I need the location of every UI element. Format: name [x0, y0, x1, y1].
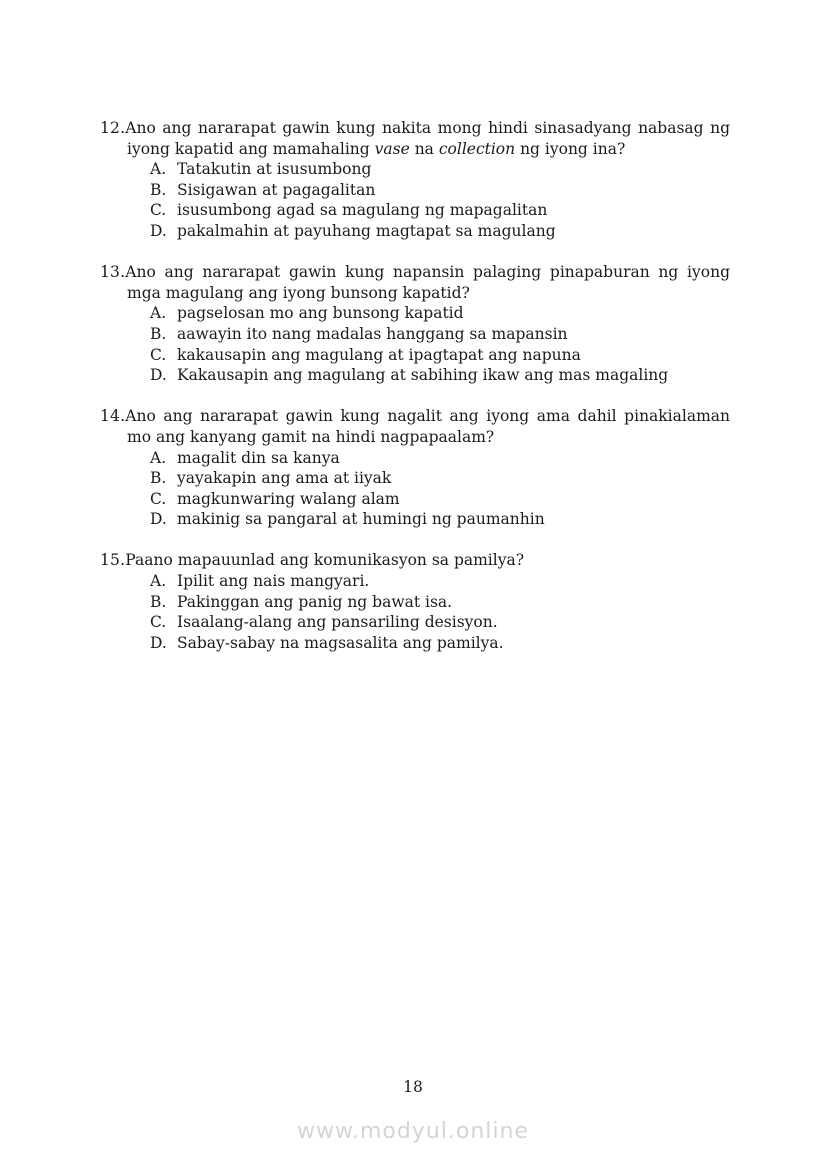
option-letter: B.: [150, 469, 167, 488]
option-item: [150, 303, 730, 324]
option-letter: A.: [150, 304, 167, 323]
question-row: [100, 118, 730, 159]
question-text-segment: Paano mapauunlad ang komunikasyon sa pamilya?: [125, 551, 525, 570]
question-row: [100, 406, 730, 447]
option-text: kakausapin ang magulang at ipagtapat ang napuna: [177, 345, 581, 364]
option-text: Ipilit ang nais mangyari.: [177, 572, 370, 591]
option-letter: A.: [150, 448, 167, 467]
option-item: [150, 180, 730, 201]
option-text: pakalmahin at payuhang magtapat sa magulang: [177, 221, 556, 240]
option-item: [150, 448, 730, 469]
option-text: Isaalang-alang ang pansariling desisyon.: [177, 613, 498, 632]
option-letter: C.: [150, 613, 167, 632]
question-text: [125, 119, 730, 158]
question-text-segment: ng iyong ina?: [515, 139, 626, 158]
question-item: [100, 262, 730, 386]
question-number: 14.: [100, 407, 126, 426]
option-letter: C.: [150, 345, 167, 364]
option-item: [150, 324, 730, 345]
option-letter: C.: [150, 489, 167, 508]
option-item: [150, 200, 730, 221]
option-item: [150, 633, 730, 654]
option-text: isusumbong agad sa magulang ng mapagalitan: [177, 201, 548, 220]
option-letter: B.: [150, 592, 167, 611]
option-letter: C.: [150, 201, 167, 220]
question-number: 12.: [100, 119, 126, 137]
option-letter: A.: [150, 160, 167, 179]
option-list: [100, 571, 730, 653]
option-text: magkunwaring walang alam: [177, 489, 400, 508]
question-text-segment: na: [409, 139, 439, 158]
option-item: [150, 571, 730, 592]
option-list: [100, 303, 730, 385]
option-text: Pakinggan ang panig ng bawat isa.: [177, 592, 453, 611]
option-item: [150, 612, 730, 633]
option-text: Sisigawan at pagagalitan: [177, 180, 376, 199]
question-text-segment: Ano ang nararapat gawin kung nagalit ang iyong ama dahil pinakialaman mo ang kanyang gamit na hindi nagpapaalam?: [125, 407, 730, 446]
option-item: [150, 509, 730, 530]
question-item: [100, 118, 730, 242]
option-letter: D.: [150, 510, 167, 529]
option-item: [150, 489, 730, 510]
question-text: [125, 551, 524, 569]
option-text: pagselosan mo ang bunsong kapatid: [177, 304, 464, 323]
option-text: Tatakutin at isusumbong: [177, 160, 372, 179]
question-item: [100, 406, 730, 530]
question-number: 13.: [100, 263, 126, 282]
option-letter: B.: [150, 324, 167, 343]
question-row: [100, 262, 730, 303]
question-item: [100, 550, 730, 653]
option-text: makinig sa pangaral at humingi ng paumanhin: [177, 510, 545, 529]
option-item: [150, 221, 730, 242]
question-list: [100, 118, 730, 674]
option-text: Sabay-sabay na magsasalita ang pamilya.: [177, 633, 504, 652]
option-item: [150, 345, 730, 366]
question-row: [100, 550, 730, 571]
option-text: Kakausapin ang magulang at sabihing ikaw ang mas magaling: [177, 366, 669, 385]
question-text-italic-segment: vase: [374, 139, 410, 158]
option-item: [150, 592, 730, 613]
question-text-italic-segment: collection: [438, 139, 516, 158]
option-item: [150, 365, 730, 386]
option-letter: D.: [150, 366, 167, 385]
option-letter: B.: [150, 180, 167, 199]
option-text: yayakapin ang ama at iiyak: [177, 469, 392, 488]
option-text: aawayin ito nang madalas hanggang sa mapansin: [177, 324, 568, 343]
question-number: 15.: [100, 551, 126, 570]
question-text-segment: Ano ang nararapat gawin kung napansin palaging pinapaburan ng iyong mga magulang ang iyong bunsong kapatid?: [125, 263, 730, 302]
option-list: [100, 448, 730, 530]
option-item: [150, 159, 730, 180]
page-number: 18: [403, 1078, 423, 1096]
watermark-text: www.modyul.online: [297, 1119, 529, 1144]
option-list: [100, 159, 730, 241]
question-text-segment: Ano ang nararapat gawin kung nakita mong hindi sinasadyang nabasag ng iyong kapatid ang mamahaling: [125, 119, 730, 158]
option-letter: A.: [150, 572, 167, 591]
option-letter: D.: [150, 633, 167, 652]
question-text: [125, 263, 730, 302]
option-letter: D.: [150, 221, 167, 240]
question-text: [125, 407, 730, 446]
option-text: magalit din sa kanya: [177, 448, 340, 467]
option-item: [150, 468, 730, 489]
